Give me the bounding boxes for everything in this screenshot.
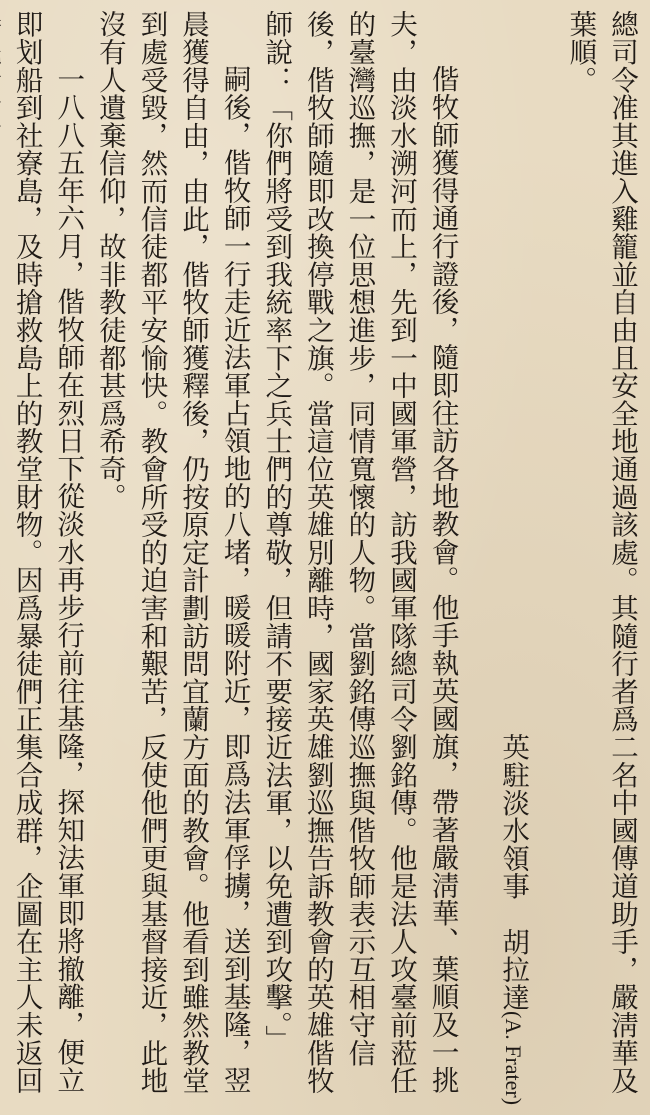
text-segment: 偕牧師獲得通行證後，隨即往訪各地教會。他手執英國旗，帶著嚴淸華、葉順及一挑夫，由淡水溯河而上，先到一中國軍營，訪我國軍隊總司令劉銘傳。他是法人攻臺前蒞任的臺灣巡撫，是一位思想進步，同情寬懷的人物。當劉銘傳巡撫與偕牧師表示互相守信後，偕牧師隨即改換停戰之旗。當這位英雄別離時，國家英雄劉巡撫告訴教會的英雄偕牧師說：「你們將受到我統率下之兵士們的尊敬，但請不要接近法軍，以免遭到攻擊。」 (260, 10, 459, 1095)
paragraph-captured-by-french (88, 10, 254, 1105)
text-segment: 嗣後，偕牧師一行走近法軍占領地的八堵，暖暖附近，即爲法軍俘擄，送到基隆，翌晨獲得自由，由此，偕牧師獲釋後，仍按原定計劃訪問宜蘭方面的教會。他看到雖然教堂到處受毀，然而信徒都平安愉快。教會所受的迫害和艱苦，反使他們更與基督接近，此地沒有人遺棄信仰，故非教徒都甚爲希奇。 (93, 10, 251, 1095)
text-segment: 一八八五年六月，偕牧師在烈日下從淡水再步行前往基隆，探知法軍即將撤離，便立即划船到社寮島，及時搶救島上的教堂財物。因爲暴徒們正集合成群，企圖在主人未返回 (10, 10, 85, 1095)
paragraph-letter-closing (559, 10, 642, 1105)
signature-latin-name: (A. Frater) (501, 1010, 527, 1105)
consul-signature (491, 10, 558, 1105)
paragraph-visit-liu-mingchuan (255, 10, 463, 1105)
paragraph-sheliao-island (0, 10, 88, 1105)
text-segment: 總司令准其進入雞籠並自由且安全地通過該處。其隨行者爲二名中國傳道助手，嚴淸華及葉順。 (564, 10, 638, 1095)
signature-name: 英駐淡水領事 胡拉達 (497, 732, 530, 1011)
vertical-text-body (2, 10, 642, 1105)
